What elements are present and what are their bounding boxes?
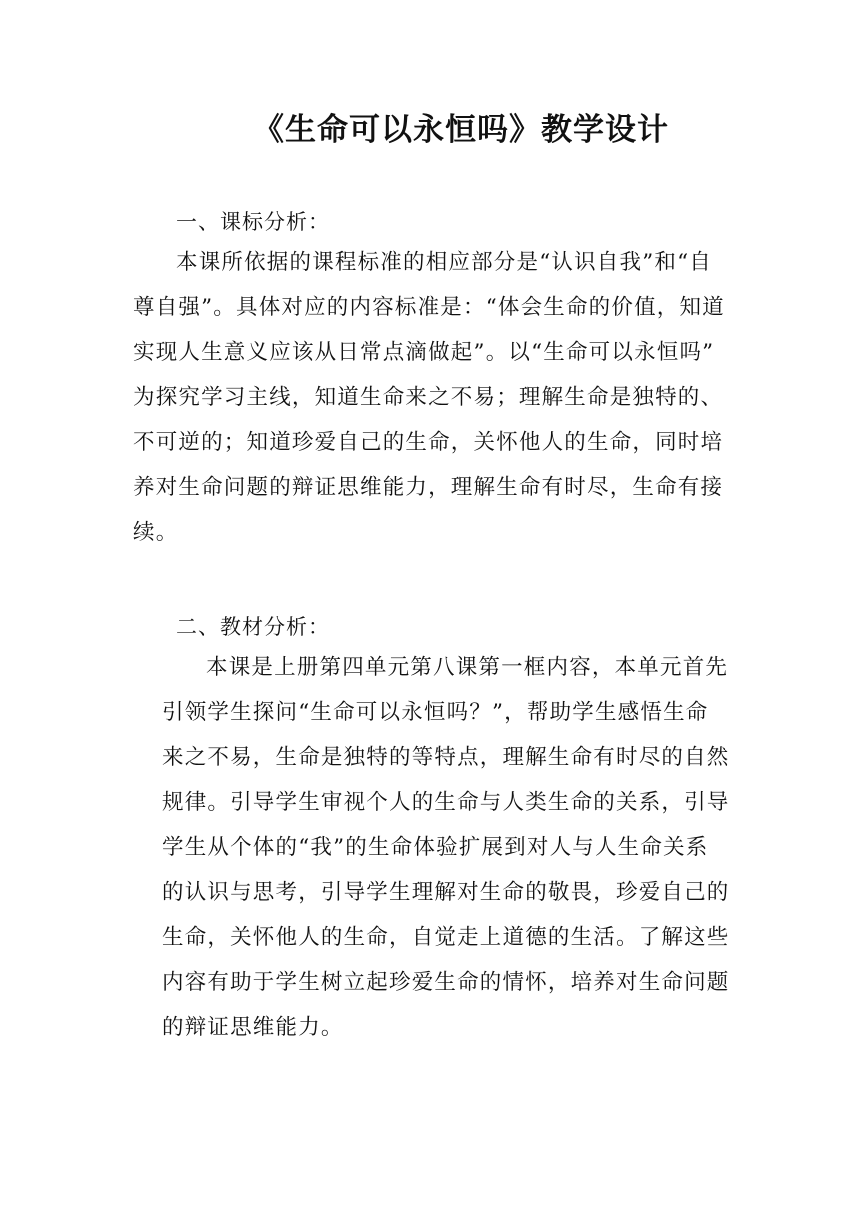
paragraph-line: 的认识与思考，引导学生理解对生命的敬畏，珍爱自己的 xyxy=(162,880,730,905)
section-heading-curriculum: 一、课标分析： xyxy=(176,210,330,234)
section-heading-textbook: 二、教材分析： xyxy=(176,615,330,639)
document-title: 《生命可以永恒吗》教学设计 xyxy=(253,112,669,148)
paragraph-line: 本课是上册第四单元第八课第一框内容，本单元首先 xyxy=(206,655,729,680)
paragraph-line: 的辩证思维能力。 xyxy=(162,1015,344,1040)
paragraph-line: 续。 xyxy=(133,520,179,545)
paragraph-line: 来之不易，生命是独特的等特点，理解生命有时尽的自然 xyxy=(162,745,730,770)
paragraph-line: 养对生命问题的辩证思维能力，理解生命有时尽，生命有接 xyxy=(133,475,724,500)
paragraph-line: 引领学生探问“生命可以永恒吗？”，帮助学生感悟生命 xyxy=(162,700,709,725)
paragraph-line: 内容有助于学生树立起珍爱生命的情怀，培养对生命问题 xyxy=(162,970,730,995)
paragraph-line: 学生从个体的“我”的生命体验扩展到对人与人生命关系 xyxy=(162,835,709,860)
paragraph-line: 生命，关怀他人的生命，自觉走上道德的生活。了解这些 xyxy=(162,925,730,950)
paragraph-line: 规律。引导学生审视个人的生命与人类生命的关系，引导 xyxy=(162,790,730,815)
paragraph-line: 本课所依据的课程标准的相应部分是“认识自我”和“自 xyxy=(176,250,712,275)
paragraph-line: 不可逆的；知道珍爱自己的生命，关怀他人的生命，同时培 xyxy=(133,430,724,455)
paragraph-line: 实现人生意义应该从日常点滴做起”。以“生命可以永恒吗” xyxy=(133,340,715,365)
paragraph-line: 尊自强”。具体对应的内容标准是：“体会生命的价值，知道 xyxy=(133,295,725,320)
paragraph-line: 为探究学习主线，知道生命来之不易；理解生命是独特的、 xyxy=(133,385,724,410)
